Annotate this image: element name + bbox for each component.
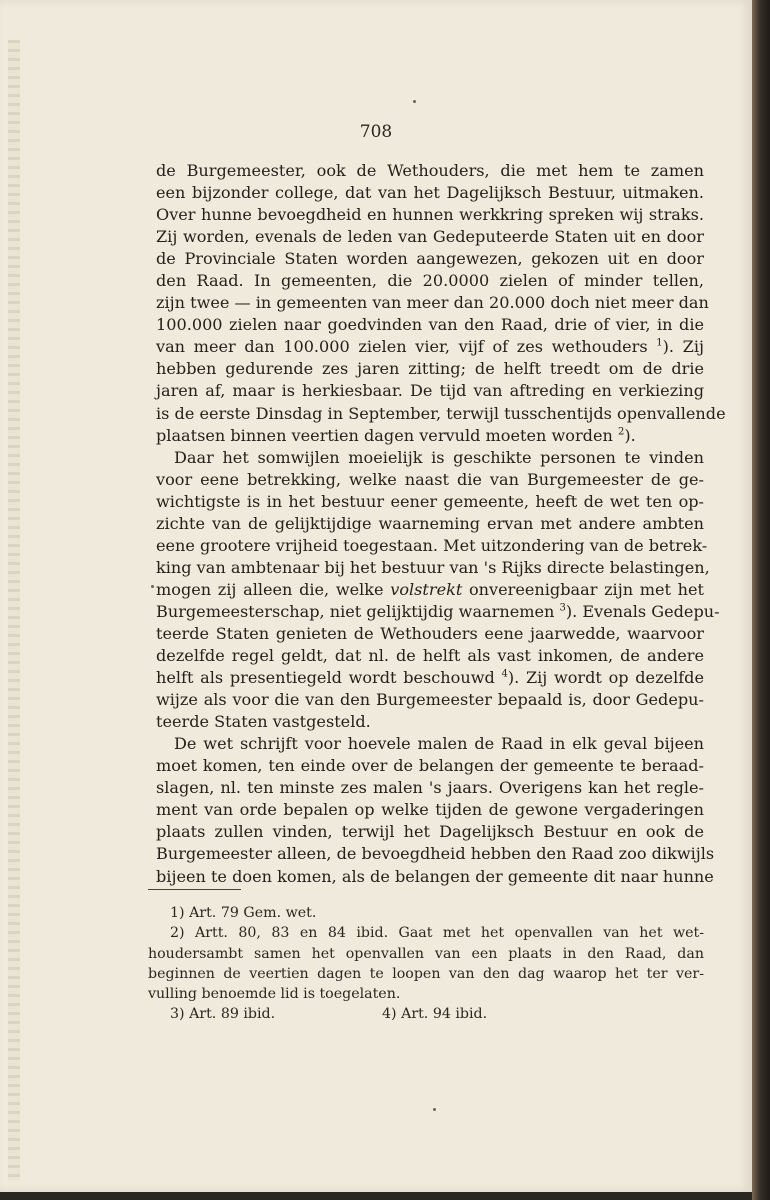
text-line [156,314,704,336]
text-line [156,711,704,733]
text-line [156,733,704,755]
text-segment: de Provinciale Staten worden aangewezen, gekozen uit en door [156,249,704,269]
text-segment: moet komen, ten einde over de belangen der gemeente te beraad- [156,756,704,776]
print-speck [433,1108,436,1111]
footnotes [148,903,704,1025]
print-speck [151,585,154,588]
text-segment: wijze als voor die van den Burgemeester bepaald is, door Gedepu- [156,690,704,710]
text-segment: hebben gedurende zes jaren zitting; de helft treedt om de drie [156,359,704,379]
text-segment: 100.000 zielen naar goedvinden van den Raad, drie of vier, in die [156,315,704,335]
text-segment: van meer dan 100.000 zielen vier, vijf of zes wethouders [156,337,657,357]
footnote-reference: 4 [501,668,508,680]
text-line [156,248,704,270]
footnote-2-line: houdersambt samen het openvallen van een plaats in den Raad, dan [148,945,704,962]
text-line [156,270,704,292]
text-segment: Daar het somwijlen moeielijk is geschikte personen te vinden [174,447,704,467]
text-line [156,579,704,601]
text-line [156,160,704,182]
footnote-reference: 2 [617,426,625,438]
footnote-row [148,1004,704,1024]
page-number: 708 [359,122,393,142]
text-line [156,645,704,667]
footnote-2-line: 2) Artt. 80, 83 en 84 ibid. Gaat met het openvallen van het wet- [170,925,704,942]
footnote-2-line: vulling benoemde lid is toegelaten. [148,986,401,1003]
book-edge [752,0,770,1200]
text-line [156,292,709,314]
text-line [156,557,710,579]
text-line [156,447,704,469]
text-line [156,469,704,491]
text-line [156,601,720,623]
text-line [156,689,704,711]
text-segment: ). Zij wordt op dezelfde [507,668,705,688]
text-segment: zichte van de gelijktijdige waarneming ervan met andere ambten [156,513,704,533]
text-line [156,755,704,777]
text-line [156,535,708,557]
text-line [156,226,704,248]
text-segment: eene grootere vrijheid toegestaan. Met uitzondering van de betrek- [156,535,708,555]
text-line [156,513,704,535]
text-line [156,667,704,689]
text-segment: De wet schrijft voor hoevele malen de Raad in elk geval bijeen [174,734,704,754]
text-segment: mogen zij alleen die, welke [156,579,391,599]
page-gutter-shadow [8,40,20,1180]
text-segment: voor eene betrekking, welke naast die van Burgemeester de ge- [156,469,704,489]
text-line [156,843,715,865]
text-line [156,204,704,226]
text-line [156,380,704,402]
text-segment: Burgemeesterschap, niet gelijktijdig waarnemen [156,601,560,621]
text-line [156,425,704,447]
footnote-1: 1) Art. 79 Gem. wet. [170,905,317,921]
text-segment: king van ambtenaar bij het bestuur van 's Rijks directe belastingen, [156,557,710,577]
text-segment: zijn twee — in gemeenten van meer dan 20.000 doch niet meer dan [156,293,709,313]
text-segment: is de eerste Dinsdag in September, terwijl tusschentijds openvallende [156,403,726,423]
text-segment: een bijzonder college, dat van het Dagelijksch Bestuur, uitmaken. [156,183,704,203]
text-line [156,866,714,888]
text-line [156,358,704,380]
footnote-3: 3) Art. 89 ibid. [170,1006,276,1023]
main-text [156,160,726,888]
text-segment: onvereenigbaar zijn met het [462,579,705,599]
text-segment: ). [624,425,636,445]
text-segment: de Burgemeester, ook de Wethouders, die met hem te zamen [156,161,704,180]
text-segment: ). Evenals Gedepu- [565,601,720,621]
text-line [156,403,726,425]
text-segment: wichtigste is in het bestuur eener gemeente, heeft de wet ten op- [156,491,704,511]
emphasized-word: volstrekt [390,579,463,599]
text-line [156,821,704,843]
text-line [156,799,704,821]
text-segment: plaatsen binnen veertien dagen vervuld moeten worden [156,425,618,445]
footnote-2-line: beginnen de veertien dagen te loopen van den dag waarop het ter ver- [148,965,704,982]
text-segment: dezelfde regel geldt, dat nl. de helft als vast inkomen, de andere [156,646,704,666]
text-segment: ). Zij [662,337,704,357]
text-line [156,777,704,799]
text-segment: bijeen te doen komen, als de belangen der gemeente dit naar hunne [156,866,714,886]
text-segment: Zij worden, evenals de leden van Gedeputeerde Staten uit en door [156,227,704,247]
text-line [156,623,704,645]
footnote-reference: 3 [559,602,566,614]
text-segment: plaats zullen vinden, terwijl het Dagelijksch Bestuur en ook de [156,822,704,842]
text-segment: jaren af, maar is herkiesbaar. De tijd van aftreding en verkiezing [156,381,704,401]
footnote-4: 4) Art. 94 ibid. [382,1006,488,1023]
text-line [156,182,704,204]
text-segment: Over hunne bevoegdheid en hunnen werkkring spreken wij straks. [156,205,704,225]
footnote-separator [148,889,241,890]
text-segment: ment van orde bepalen op welke tijden de gewone vergaderingen [156,800,704,820]
text-line [156,491,704,513]
text-segment: den Raad. In gemeenten, die 20.0000 zielen of minder tellen, [156,271,704,291]
text-segment: Burgemeester alleen, de bevoegdheid hebben den Raad zoo dikwijls [156,844,715,864]
footnote-reference: 1 [656,338,663,350]
print-speck [413,100,416,103]
text-segment: teerde Staten genieten de Wethouders eene jaarwedde, waarvoor [156,623,704,643]
text-segment: teerde Staten vastgesteld. [156,712,371,732]
text-segment: helft als presentiegeld wordt beschouwd [156,668,502,688]
text-segment: slagen, nl. ten minste zes malen 's jaars. Overigens kan het regle- [156,778,704,798]
text-line [156,336,704,358]
